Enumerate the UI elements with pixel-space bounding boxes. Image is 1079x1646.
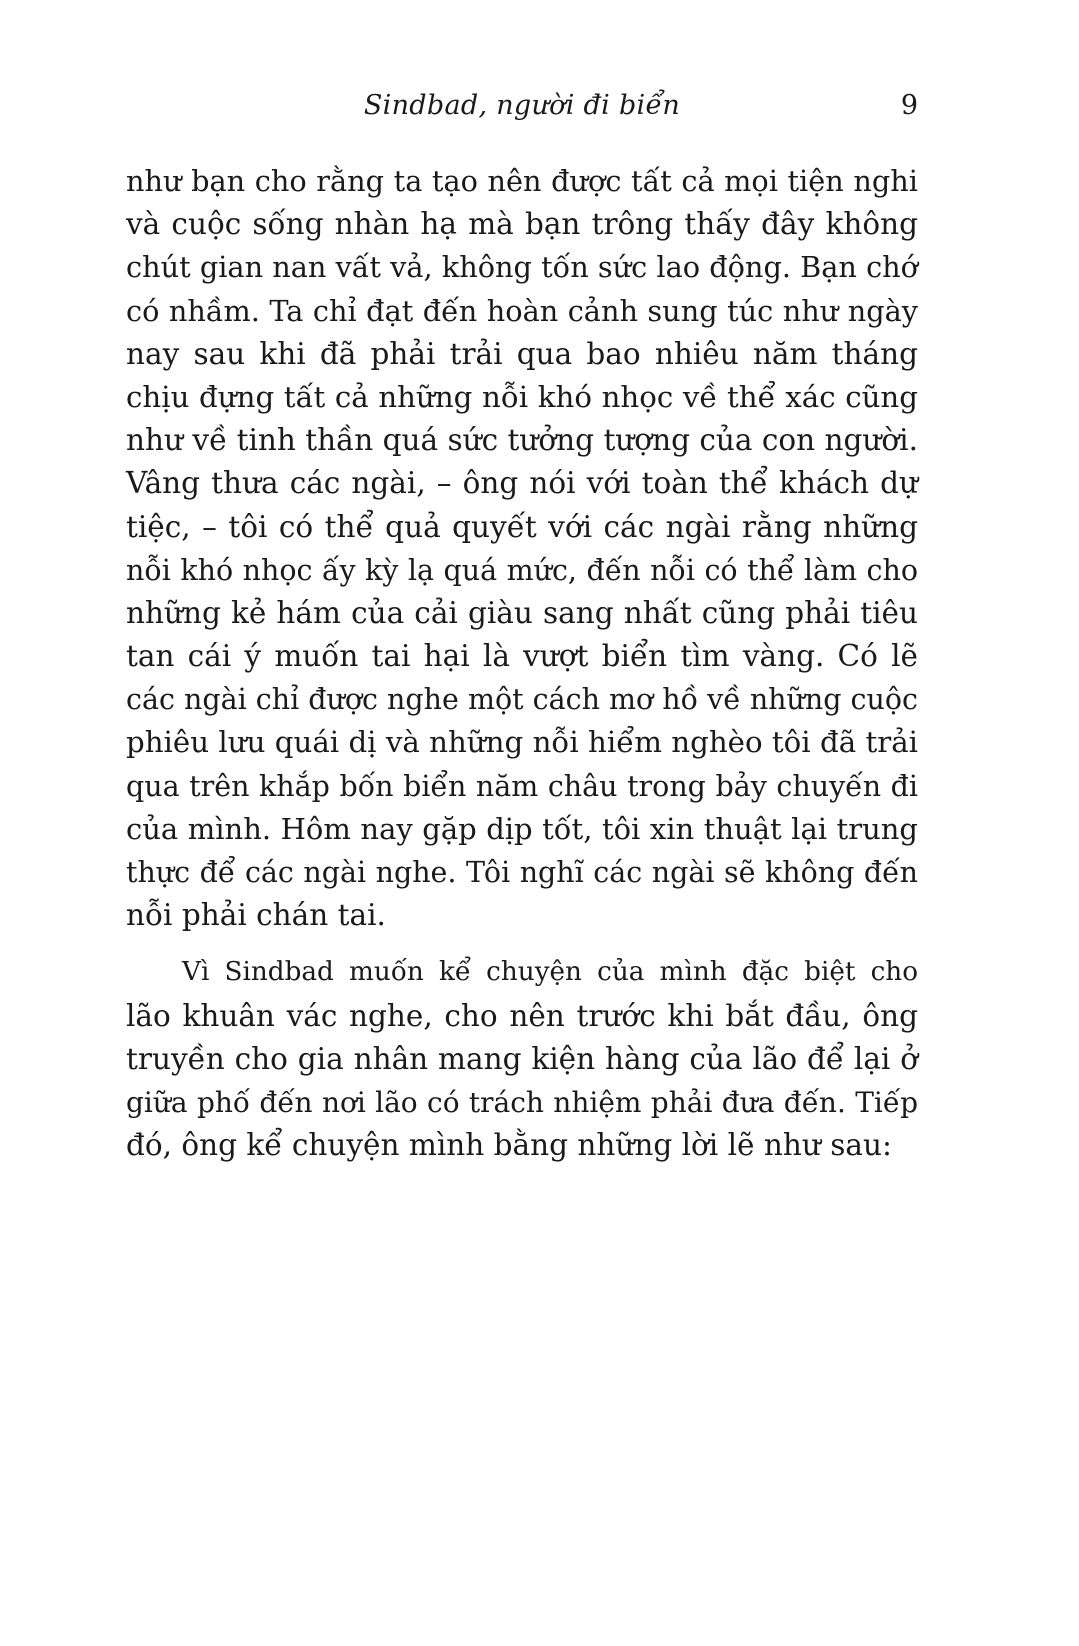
text-line: như về tinh thần quá sức tưởng tượng của con người. <box>126 423 918 458</box>
text-line: chịu đựng tất cả những nỗi khó nhọc về thể xác cũng <box>126 379 918 414</box>
paragraph-gap <box>126 937 918 951</box>
running-title: Sindbad, người đi biển <box>363 90 681 121</box>
text-line: đó, ông kể chuyện mình bằng những lời lẽ như sau: <box>126 1128 892 1163</box>
text-line: truyền cho gia nhân mang kiện hàng của lão để lại ở <box>126 1041 918 1076</box>
running-head <box>126 90 918 130</box>
page-number: 9 <box>900 90 918 121</box>
text-line: các ngài chỉ được nghe một cách mơ hồ về những cuộc <box>126 683 918 717</box>
text-line: lão khuân vác nghe, cho nên trước khi bắt đầu, ông <box>126 998 918 1033</box>
text-line: như bạn cho rằng ta tạo nên được tất cả mọi tiện nghi <box>126 164 918 198</box>
text-line: của mình. Hôm nay gặp dịp tốt, tôi xin thuật lại trung <box>126 811 918 846</box>
text-line: tiệc, – tôi có thể quả quyết với các ngài rằng những <box>126 509 918 544</box>
text-line: Vâng thưa các ngài, – ông nói với toàn thể khách dự <box>126 466 918 501</box>
text-line: chút gian nan vất vả, không tốn sức lao động. Bạn chớ <box>126 250 918 285</box>
text-line: qua trên khắp bốn biển năm châu trong bảy chuyến đi <box>126 769 918 803</box>
paragraph-2 <box>126 951 918 1167</box>
text-line: có nhầm. Ta chỉ đạt đến hoàn cảnh sung túc như ngày <box>126 293 918 328</box>
text-line: nỗi phải chán tai. <box>126 898 386 933</box>
text-line: nỗi khó nhọc ấy kỳ lạ quá mức, đến nỗi có thể làm cho <box>126 553 918 587</box>
text-line: và cuộc sống nhàn hạ mà bạn trông thấy đây không <box>126 207 918 242</box>
text-line: Vì Sindbad muốn kể chuyện của mình đặc biệt cho <box>182 957 918 988</box>
text-line: phiêu lưu quái dị và những nỗi hiểm nghèo tôi đã trải <box>126 725 918 760</box>
text-line: tan cái ý muốn tai hại là vượt biển tìm vàng. Có lẽ <box>126 639 918 674</box>
text-line: thực để các ngài nghe. Tôi nghĩ các ngài sẽ không đến <box>126 856 918 889</box>
body-text <box>126 160 918 1167</box>
text-line: nay sau khi đã phải trải qua bao nhiêu năm tháng <box>126 336 918 371</box>
text-line: những kẻ hám của cải giàu sang nhất cũng phải tiêu <box>126 595 918 630</box>
paragraph-1 <box>126 160 918 937</box>
text-line: giữa phố đến nơi lão có trách nhiệm phải đưa đến. Tiếp <box>126 1085 918 1119</box>
